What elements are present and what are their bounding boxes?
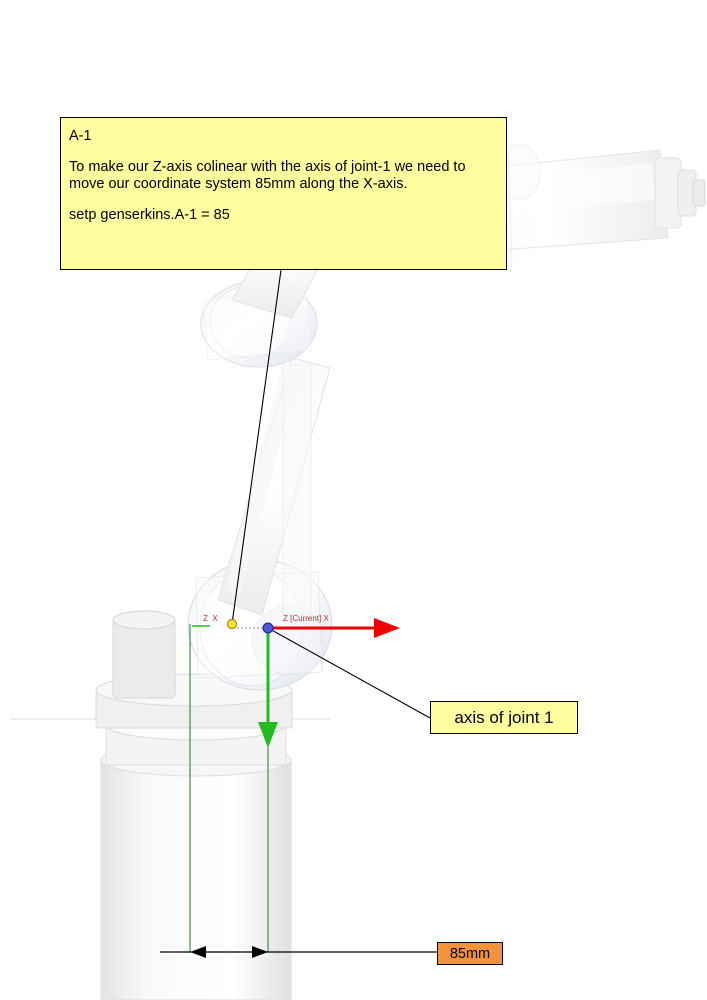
note-a1-title: A-1 (69, 128, 92, 144)
callout-axis-of-joint-1: axis of joint 1 (430, 701, 578, 734)
y-axis-arrowhead (258, 722, 278, 748)
callout-dimension-85mm: 85mm (437, 942, 503, 965)
axis-label-current: Z [Current] X (283, 614, 329, 623)
dimension-arrow-left (190, 946, 206, 958)
leader-line-joint (268, 628, 430, 718)
x-axis-arrowhead (374, 618, 400, 638)
leader-line-a1 (232, 270, 281, 624)
origin-dot-blue (263, 623, 273, 633)
note-a1-command: setp genserkins.A-1 = 85 (69, 207, 230, 223)
dimension-arrow-right (252, 946, 268, 958)
origin-dot-yellow (228, 620, 237, 629)
callout-note-a1 (60, 117, 507, 270)
note-a1-paragraph: To make our Z-axis colinear with the axis of joint-1 we need to move our coordinate system 85mm along the X-axis. (69, 159, 466, 192)
axis-label-zx: Z X (203, 614, 218, 623)
